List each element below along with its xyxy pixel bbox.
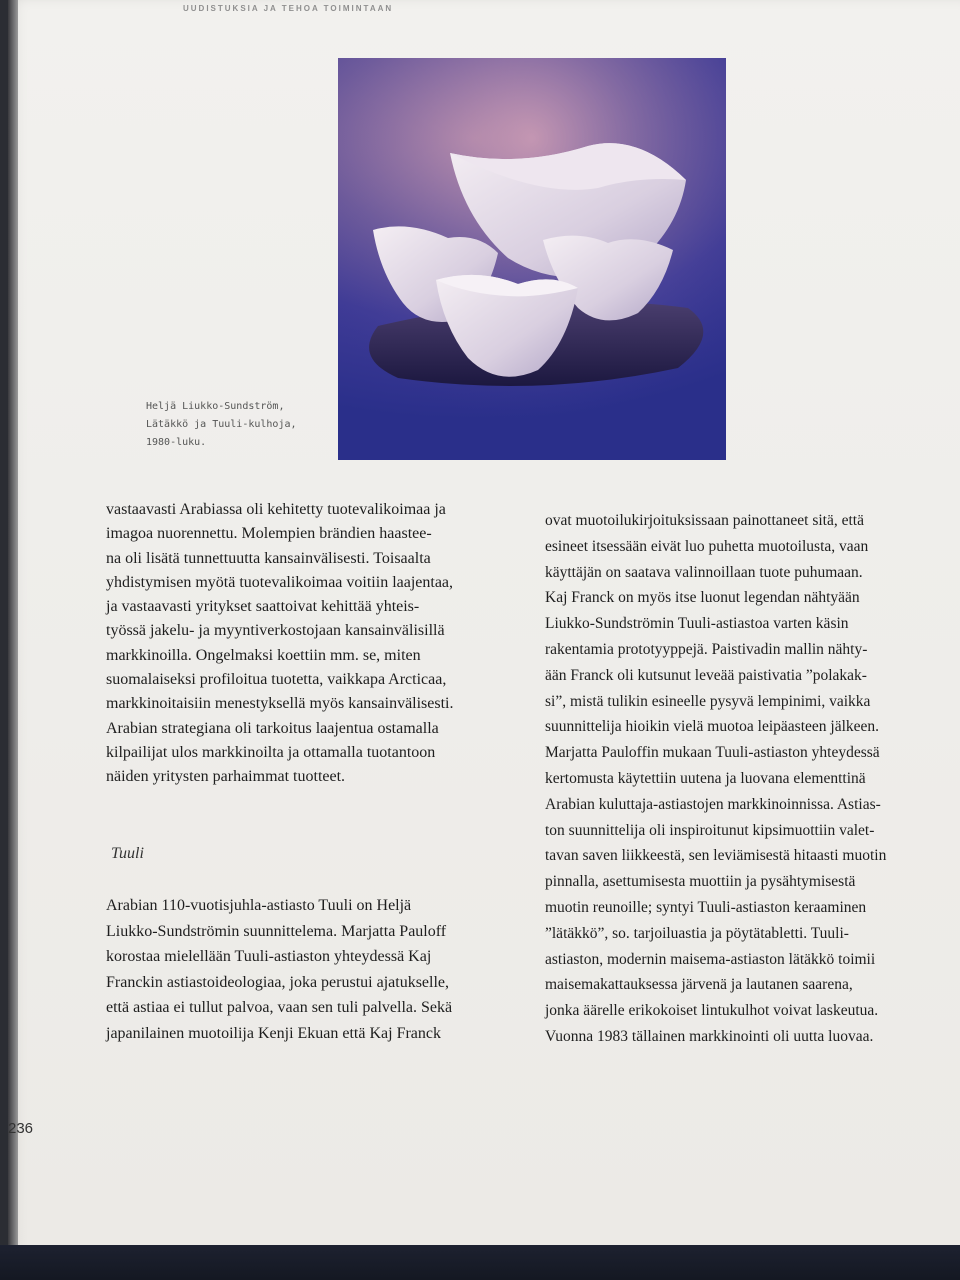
text-line: ton suunnittelija oli inspiroitunut kipsimuottiin valet-	[545, 821, 875, 839]
caption-line: Heljä Liukko-Sundström,	[146, 401, 285, 412]
section-subheading: Tuuli	[111, 845, 144, 862]
text-line: suomalaiseksi profiloitua tuotetta, vaikkapa Arcticaa,	[106, 671, 447, 689]
page-gutter-shadow	[8, 0, 18, 1262]
left-column-paragraph-1	[106, 498, 526, 790]
left-column-paragraph-2	[106, 893, 526, 1046]
product-photo	[338, 58, 726, 460]
text-line: kertomusta käytettiin uutena ja luovana elementtinä	[545, 769, 866, 787]
text-line: si”, mistä tulikin esineelle pysyvä lempinimi, vaikka	[545, 692, 871, 710]
text-line: Liukko-Sundströmin Tuuli-astiastoa varten käsin	[545, 615, 849, 633]
caption-line: 1980-luku.	[146, 437, 207, 448]
text-line: imagoa nuorennettu. Molempien brändien haastee-	[106, 525, 432, 543]
text-line: muotin reunoille; syntyi Tuuli-astiaston keraaminen	[545, 898, 867, 916]
text-line: pinnalla, asettumisesta muottiin ja pysähtymisestä	[545, 873, 856, 891]
page-number: 236	[8, 1120, 34, 1137]
text-line: ja vastaavasti yritykset saattoivat kehittää yhteis-	[106, 598, 420, 616]
text-line: markkinoilla. Ongelmaksi koettiin mm. se, miten	[106, 646, 421, 664]
bowls-illustration	[338, 58, 726, 460]
photo-caption	[146, 398, 326, 452]
text-line: Arabian 110-vuotisjuhla-astiasto Tuuli on Heljä	[106, 897, 412, 914]
text-line: Franckin astiastoideologiaa, joka perustui ajatukselle,	[106, 973, 450, 991]
text-line: kilpailijat ulos markkinoilta ja ottamalla tuotantoon	[106, 743, 436, 761]
text-line: na oli lisätä tunnettuutta kansainvälisesti. Toisaalta	[106, 549, 431, 567]
text-line: Vuonna 1983 tällainen markkinointi oli uutta luovaa.	[545, 1027, 874, 1045]
text-line: vastaavasti Arabiassa oli kehitetty tuotevalikoimaa ja	[106, 501, 446, 518]
text-line: astiaston, modernin maisema-astiaston lätäkkö toimii	[545, 950, 876, 968]
text-line: Arabian strategiana oli tarkoitus laajentua ostamalla	[106, 719, 439, 737]
text-line: että astiaa ei tullut palvoa, vaan sen tuli palvella. Sekä	[106, 999, 453, 1016]
text-line: esineet itsessään eivät luo puhetta muotoilusta, vaan	[545, 537, 869, 555]
text-line: ”lätäkkö”, so. tarjoiluastia ja pöytätabletti. Tuuli-	[545, 924, 849, 942]
text-line: käyttäjän on saatava valinnoillaan tuote puhumaan.	[545, 563, 863, 581]
text-line: maisemakattauksessa järvenä ja lautanen saarena,	[545, 976, 853, 994]
text-line: markkinoitaisiin menestyksellä myös kansainvälisesti.	[106, 695, 454, 713]
text-line: suunnittelija hioikin vielä muotoa leipäasteen jälkeen.	[545, 718, 880, 736]
text-line: korostaa mielellään Tuuli-astiaston yhteydessä Kaj	[106, 948, 432, 965]
text-line: työssä jakelu- ja myyntiverkostojaan kansainvälisillä	[106, 622, 445, 640]
running-header: UUDISTUKSIA JA TEHOA TOIMINTAAN	[183, 4, 394, 13]
text-line: rakentamia prototyyppejä. Paistivadin mallin nähty-	[545, 640, 868, 658]
text-line: Marjatta Pauloffin mukaan Tuuli-astiaston yhteydessä	[545, 744, 880, 762]
text-line: tavan saven liikkeestä, sen leviämisestä hitaasti muotin	[545, 847, 887, 865]
text-line: ovat muotoilukirjoituksissaan painottaneet sitä, että	[545, 512, 864, 529]
text-line: japanilainen muotoilija Kenji Ekuan että Kaj Franck	[106, 1024, 442, 1042]
text-line: Arabian kuluttaja-astiastojen markkinoinnissa. Astias-	[545, 795, 881, 813]
text-line: yhdistymisen myötä tuotevalikoimaa voitiin laajentaa,	[106, 573, 454, 591]
book-page	[8, 0, 960, 1262]
text-line: jonka äärelle erikokoiset lintukulhot voivat laskeutua.	[545, 1002, 879, 1020]
caption-line: Lätäkkö ja Tuuli-kulhoja,	[146, 419, 297, 430]
background-fabric	[0, 1245, 960, 1280]
text-line: näiden yritysten parhaimmat tuotteet.	[106, 768, 346, 786]
text-line: ään Franck oli kutsunut leveää paistivatia ”polakak-	[545, 666, 867, 684]
text-line: Kaj Franck on myös itse luonut legendan nähtyään	[545, 589, 860, 607]
right-column	[545, 508, 940, 1050]
text-line: Liukko-Sundströmin suunnittelema. Marjatta Pauloff	[106, 922, 447, 940]
